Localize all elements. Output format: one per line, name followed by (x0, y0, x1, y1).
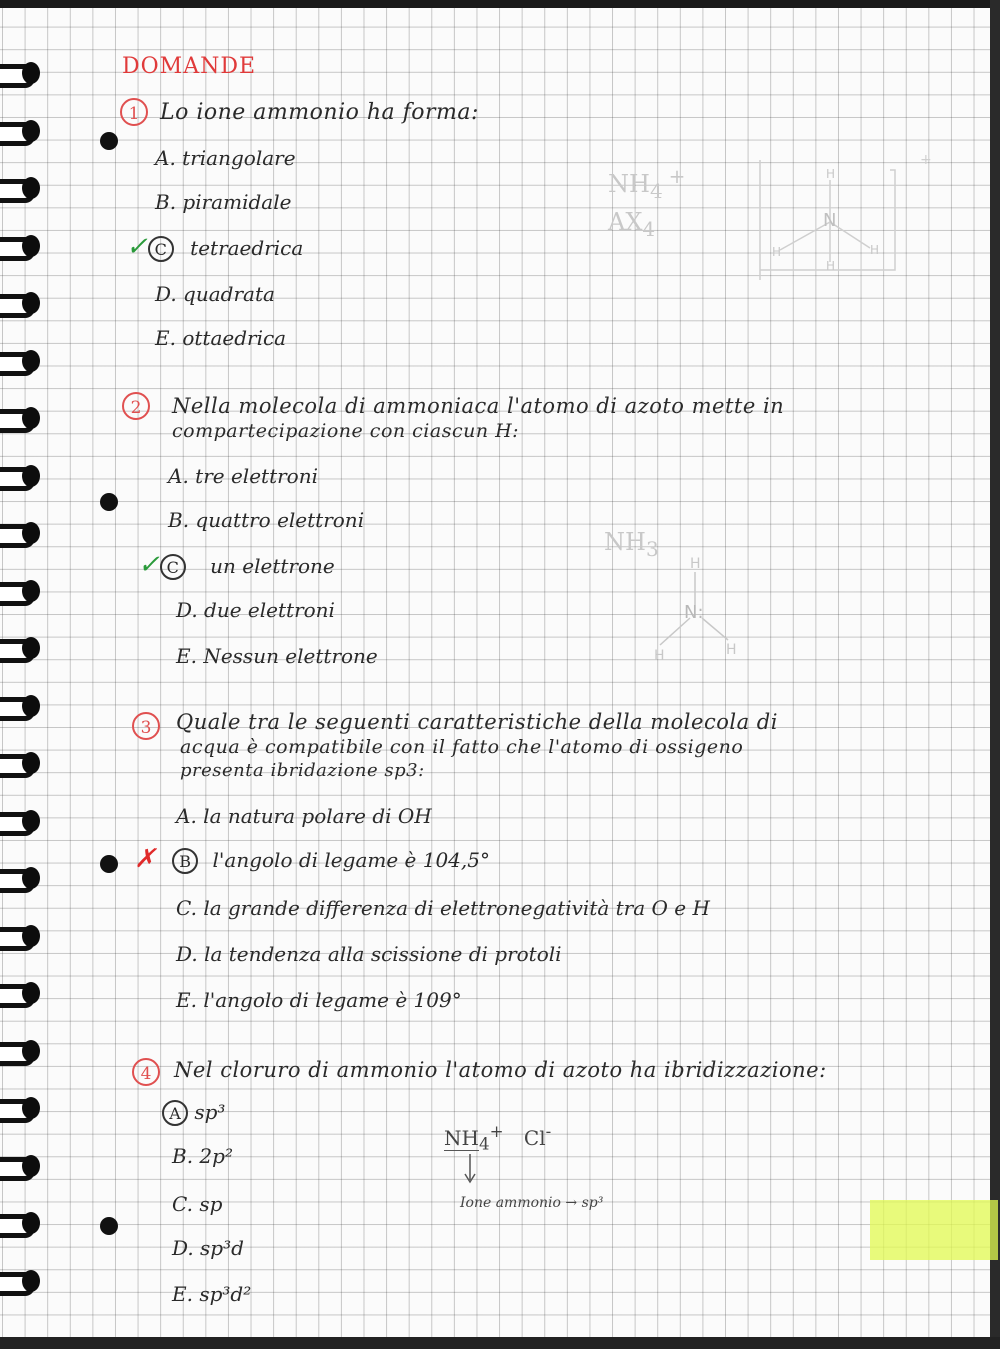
spiral-ring (0, 1266, 44, 1300)
spiral-ring (0, 978, 44, 1012)
svg-text:H: H (826, 259, 836, 273)
sketch-formula: $NH_4^+$ (608, 164, 686, 203)
spiral-ring (0, 806, 44, 840)
svg-text:H: H (826, 167, 836, 181)
punch-hole (100, 493, 118, 511)
right-edge (990, 0, 1000, 1349)
spiral-ring (0, 288, 44, 322)
option-e: E. sp³d² (172, 1282, 252, 1306)
question-number: 4 (132, 1058, 160, 1086)
spiral-ring (0, 921, 44, 955)
option-a: A. triangolare (155, 146, 296, 170)
question-text-line2: compartecipazione con ciascun H: (172, 420, 520, 442)
spiral-ring (0, 576, 44, 610)
spiral-ring (0, 633, 44, 667)
option-a: A sp³ (162, 1100, 225, 1126)
spiral-ring (0, 346, 44, 380)
top-edge (0, 0, 1000, 8)
spiral-ring (0, 116, 44, 150)
spiral-ring (0, 173, 44, 207)
option-c: ✓ C un elettrone (138, 550, 335, 580)
spiral-ring (0, 748, 44, 782)
spiral-ring (0, 863, 44, 897)
spiral-ring (0, 691, 44, 725)
question-text: Nel cloruro di ammonio l'atomo di azoto ha ibridizzazione: (174, 1058, 827, 1082)
punch-hole (100, 855, 118, 873)
question-text: Quale tra le seguenti caratteristiche della molecola di (176, 710, 778, 734)
option-c: ✓ C tetraedrica (126, 232, 304, 262)
question-text: Nella molecola di ammoniaca l'atomo di azoto mette in (172, 394, 785, 418)
option-a: A. la natura polare di OH (176, 804, 432, 828)
svg-text:H: H (772, 245, 782, 259)
circled-letter: C (148, 236, 174, 262)
option-d: D. la tendenza alla scissione di protoli (176, 942, 562, 966)
punch-hole (100, 1217, 118, 1235)
option-e: E. l'angolo di legame è 109° (176, 988, 462, 1012)
spiral-ring (0, 1036, 44, 1070)
bottom-edge (0, 1337, 1000, 1349)
svg-text:+: + (920, 152, 932, 168)
option-b: B. piramidale (155, 190, 292, 214)
circled-letter: B (172, 848, 198, 874)
tetrahedral-sketch (750, 150, 950, 290)
option-e: E. ottaedrica (155, 326, 287, 350)
question-text-line2: acqua è compatibile con il fatto che l'atomo di ossigeno (180, 736, 744, 758)
question-number: 3 (132, 712, 160, 740)
question-text-line3: presenta ibridazione sp3: (180, 760, 425, 781)
option-d: D. quadrata (155, 282, 275, 306)
page-title: DOMANDE (122, 54, 257, 79)
svg-text:H: H (690, 556, 701, 572)
question-number: 2 (122, 392, 150, 420)
punch-hole (100, 132, 118, 150)
sketch-ammonium-chloride: $NH_4^+$ Cl- (444, 1122, 552, 1154)
check-mark-icon: ✓ (138, 550, 160, 580)
option-d: D. due elettroni (176, 598, 335, 622)
svg-text:H: H (870, 243, 880, 257)
spiral-ring (0, 518, 44, 552)
sketch-note: Ione ammonio → sp³ (460, 1195, 604, 1211)
spiral-ring (0, 461, 44, 495)
svg-text:N:: N: (684, 602, 704, 623)
trigonal-pyramid-sketch (640, 550, 760, 670)
spiral-ring (0, 1151, 44, 1185)
spiral-binding (0, 0, 50, 1349)
svg-text:N: N (823, 210, 837, 231)
check-mark-icon: ✓ (126, 232, 148, 262)
circled-letter: A (162, 1100, 188, 1126)
circled-letter: C (160, 554, 186, 580)
highlighter-mark (870, 1200, 998, 1260)
option-c: C. la grande differenza di elettronegatività tra O e H (176, 896, 710, 920)
sketch-vsepr: $AX_4$ (608, 208, 656, 241)
spiral-ring (0, 403, 44, 437)
option-b: ✗ B l'angolo di legame è 104,5° (134, 844, 490, 874)
question-text: Lo ione ammonio ha forma: (160, 100, 479, 125)
option-e: E. Nessun elettrone (176, 644, 378, 668)
option-d: D. sp³d (172, 1236, 244, 1260)
spiral-ring (0, 231, 44, 265)
question-number: 1 (120, 98, 148, 126)
arrow-down-icon (462, 1150, 482, 1190)
cross-mark-icon: ✗ (134, 844, 156, 874)
sketch-formula: $NH_3$ (604, 528, 659, 561)
option-a: A. tre elettroni (168, 464, 318, 488)
option-b: B. quattro elettroni (168, 508, 365, 532)
svg-text:H: H (726, 642, 737, 658)
option-b: B. 2p² (172, 1144, 233, 1168)
spiral-ring (0, 1208, 44, 1242)
spiral-ring (0, 1093, 44, 1127)
option-c: C. sp (172, 1192, 223, 1216)
svg-text:H: H (654, 648, 665, 664)
spiral-ring (0, 58, 44, 92)
